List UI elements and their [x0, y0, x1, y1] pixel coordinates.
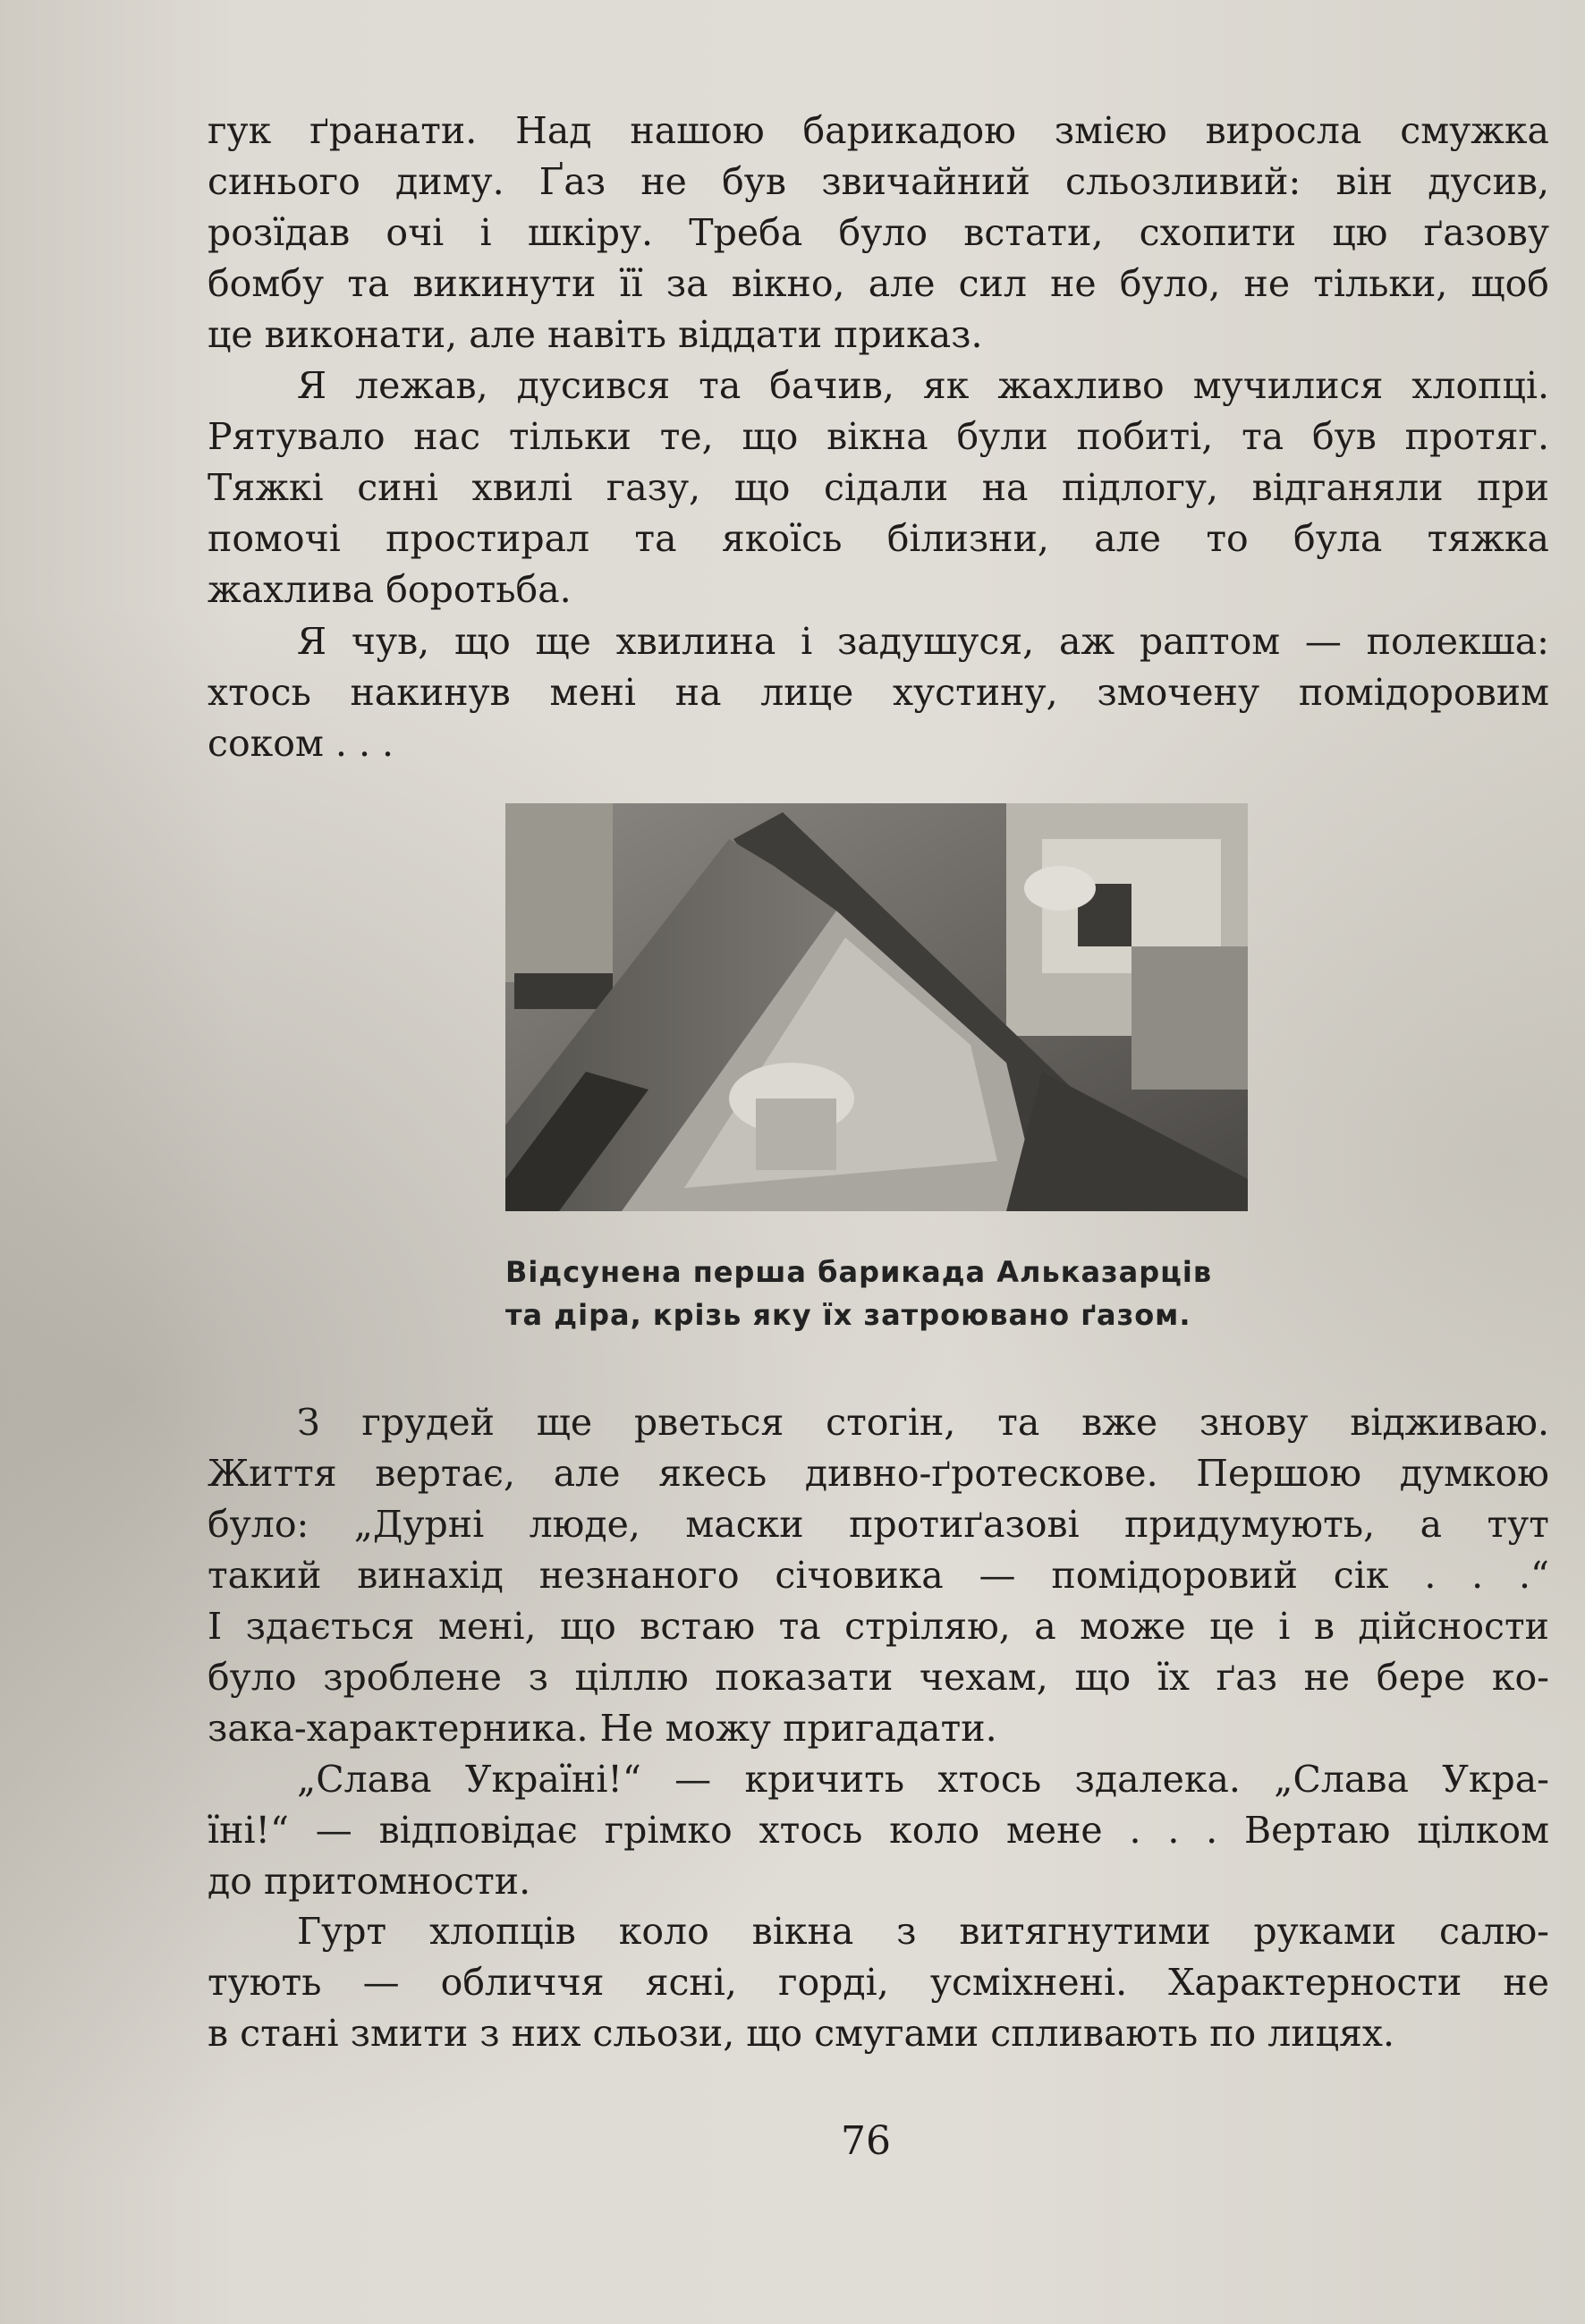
text-line: в стані змити з них сльози, що смугами спливають по лицях.: [208, 2012, 1394, 2055]
figure-caption-line-2: та діра, крізь яку їх затроювано ґазом.: [505, 1298, 1191, 1332]
page-number: 76: [841, 2118, 891, 2164]
text-line: хтось накинув мені на лице хустину, змочену помідоровим: [208, 671, 1549, 714]
text-line: Я чув, що ще хвилина і задушуся, аж раптом — полекша:: [297, 620, 1549, 663]
text-line: жахлива боротьба.: [208, 568, 572, 611]
paragraph-1: [208, 106, 1549, 360]
paragraph-5: [208, 1754, 1549, 1907]
text-line: Життя вертає, але якесь дивно-ґротескове. Першою думкою: [208, 1452, 1549, 1495]
text-line: Я лежав, дусився та бачив, як жахливо мучилися хлопці.: [297, 364, 1549, 407]
text-line: такий винахід незнаного січовика — помідоровий сік . . .“: [208, 1554, 1549, 1597]
text-line: І здається мені, що встаю та стріляю, а може це і в дійсности: [208, 1605, 1549, 1648]
text-line: З грудей ще рветься стогін, та вже знову відживаю.: [297, 1401, 1549, 1444]
text-line: було: „Дурні люде, маски протиґазові придумують, а тут: [208, 1503, 1549, 1546]
text-line: синього диму. Ґаз не був звичайний сльозливий: він дусив,: [208, 160, 1549, 203]
paragraph-4: [208, 1397, 1549, 1754]
text-line: соком . . .: [208, 722, 394, 765]
text-line: Гурт хлопців коло вікна з витягнутими руками салю-: [297, 1910, 1549, 1953]
text-line: розїдав очі і шкіру. Треба було встати, схопити цю ґазову: [208, 211, 1549, 254]
paragraph-2: [208, 360, 1549, 615]
text-line: це виконати, але навіть віддати приказ.: [208, 313, 983, 356]
text-line: зака-характерника. Не можу пригадати.: [208, 1707, 997, 1750]
text-line: помочі простирал та якоїсь білизни, але то була тяжка: [208, 517, 1549, 560]
text-line: „Слава Україні!“ — кричить хтось здалека. „Слава Укра-: [297, 1758, 1549, 1801]
text-line: до притомности.: [208, 1860, 531, 1903]
barricade-photo: [505, 803, 1248, 1211]
text-line: Рятувало нас тільки те, що вікна були побиті, та був протяг.: [208, 415, 1549, 458]
text-line: бомбу та викинути її за вікно, але сил не було, не тільки, щоб: [208, 262, 1549, 305]
paragraph-6: [208, 1906, 1549, 2059]
text-line: Тяжкі сині хвилі газу, що сідали на підлогу, відганяли при: [208, 466, 1549, 509]
text-line: їні!“ — відповідає грімко хтось коло мене . . . Вертаю цілком: [208, 1809, 1549, 1852]
paragraph-3: [208, 616, 1549, 769]
text-line: тують — обличчя ясні, горді, усміхнені. Характерности не: [208, 1961, 1549, 2004]
text-line: було зроблене з ціллю показати чехам, що їх ґаз не бере ко-: [208, 1656, 1549, 1699]
photo-illustration: [505, 803, 1248, 1211]
text-line: гук ґранати. Над нашою барикадою змією виросла смужка: [208, 109, 1549, 152]
figure-caption-line-1: Відсунена перша барикада Альказарців: [505, 1255, 1213, 1289]
